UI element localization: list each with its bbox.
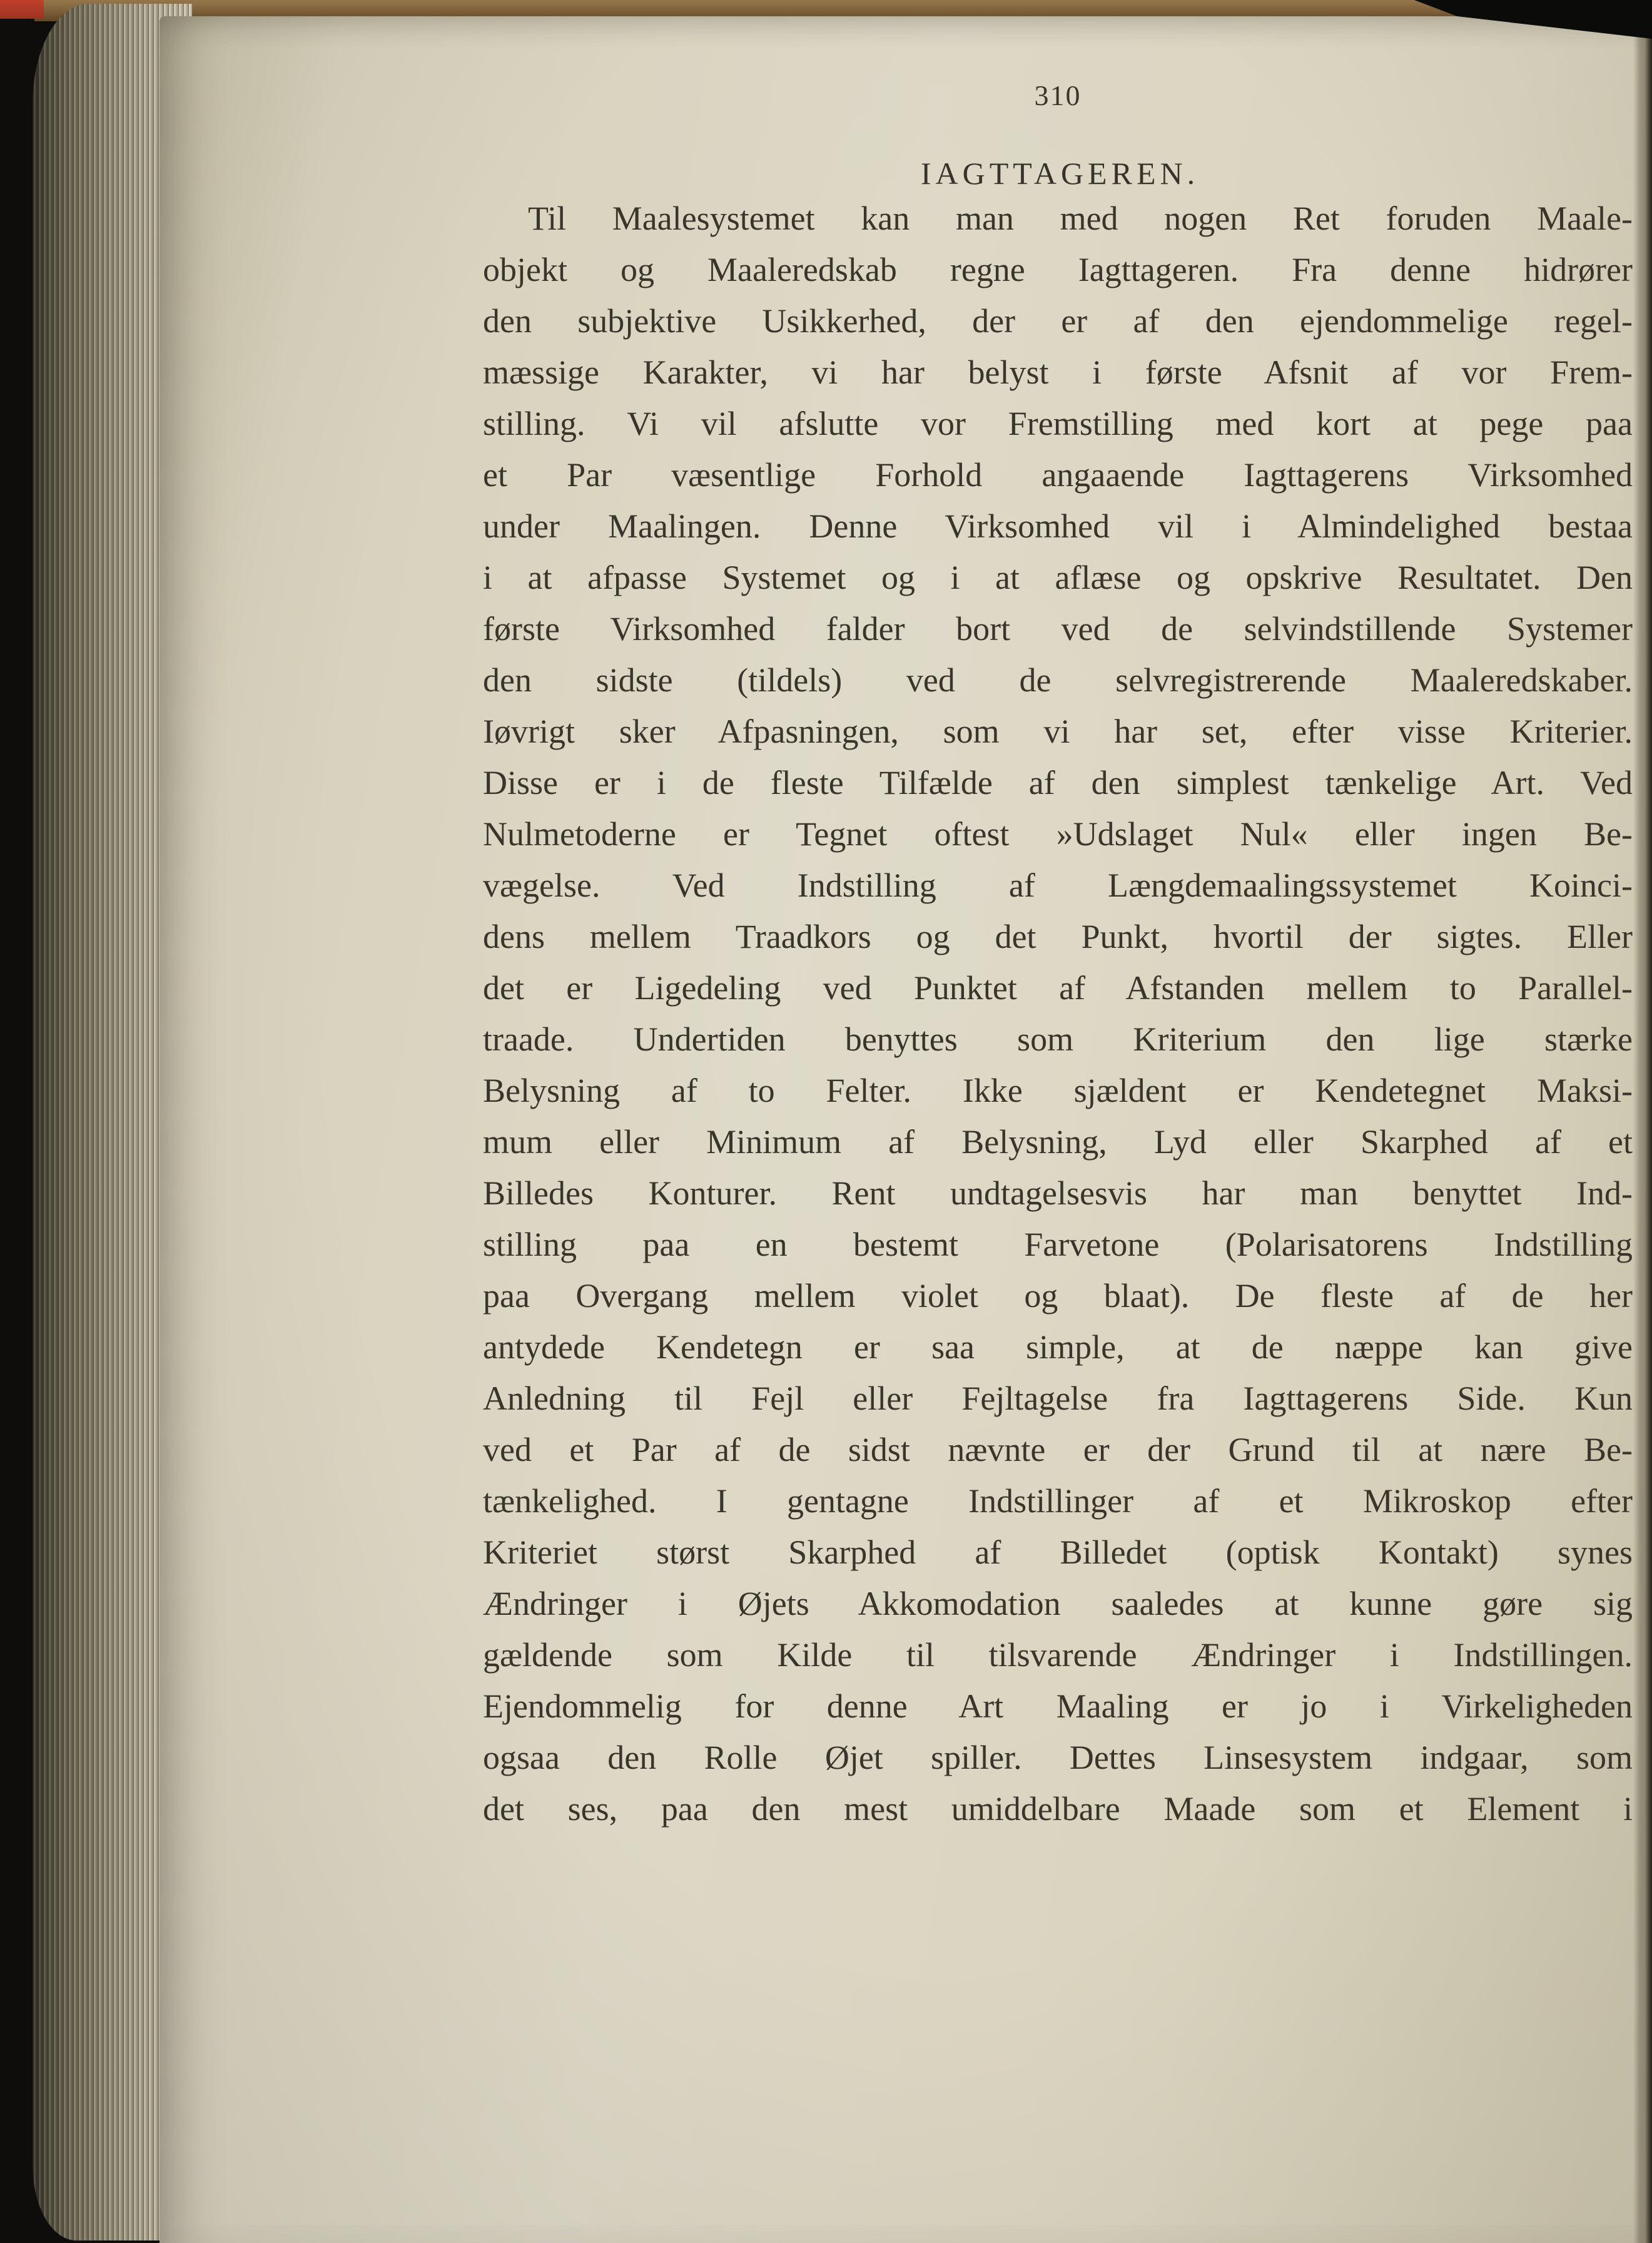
body-line: tænkelighed. I gentagne Indstillinger af et Mikroskop efter: [483, 1482, 1633, 1520]
body-line: Anledning til Fejl eller Fejltagelse fra Iagttagerens Side. Kun: [483, 1380, 1633, 1417]
body-line: det ses, paa den mest umiddelbare Maade som et Element i: [483, 1790, 1633, 1828]
body-line: stilling. Vi vil afslutte vor Fremstilling med kort at pege paa: [483, 405, 1633, 442]
body-line: det er Ligedeling ved Punktet af Afstanden mellem to Parallel-: [483, 969, 1633, 1007]
body-line: Til Maalesystemet kan man med nogen Ret foruden Maale-: [528, 200, 1633, 237]
body-line: traade. Undertiden benyttes som Kriterium den lige stærke: [483, 1020, 1633, 1058]
body-line: Iøvrigt sker Afpasningen, som vi har set, efter visse Kriterier.: [483, 713, 1633, 750]
book-page: [160, 16, 1652, 2243]
body-line: Kriteriet størst Skarphed af Billedet (optisk Kontakt) synes: [483, 1533, 1633, 1571]
body-line: Ændringer i Øjets Akkomodation saaledes at kunne gøre sig: [483, 1585, 1633, 1622]
body-line: Nulmetoderne er Tegnet oftest »Udslaget Nul« eller ingen Be-: [483, 815, 1633, 853]
body-line: antydede Kendetegn er saa simple, at de næppe kan give: [483, 1328, 1633, 1366]
body-text: [483, 193, 1633, 1834]
body-line: gældende som Kilde til tilsvarende Ændringer i Indstillingen.: [483, 1636, 1633, 1674]
body-line: i at afpasse Systemet og i at aflæse og opskrive Resultatet. Den: [483, 559, 1633, 596]
body-line: paa Overgang mellem violet og blaat). De fleste af de her: [483, 1277, 1633, 1315]
chapter-heading: IAGTTAGEREN.: [920, 156, 1200, 191]
body-line: et Par væsentlige Forhold angaaende Iagttagerens Virksomhed: [483, 456, 1633, 494]
body-line: stilling paa en bestemt Farvetone (Polarisatorens Indstilling: [483, 1226, 1633, 1263]
body-line: mæssige Karakter, vi har belyst i første Afsnit af vor Frem-: [483, 353, 1633, 391]
red-cover-mark: [0, 0, 44, 19]
body-line: Ejendommelig for denne Art Maaling er jo i Virkeligheden: [483, 1687, 1633, 1725]
body-line: Disse er i de fleste Tilfælde af den simplest tænkelige Art. Ved: [483, 764, 1633, 801]
body-line: ogsaa den Rolle Øjet spiller. Dettes Linsesystem indgaar, som: [483, 1739, 1633, 1776]
body-line: objekt og Maaleredskab regne Iagttageren. Fra denne hidrører: [483, 251, 1633, 288]
body-line: mum eller Minimum af Belysning, Lyd eller Skarphed af et: [483, 1123, 1633, 1161]
body-line: første Virksomhed falder bort ved de selvindstillende Systemer: [483, 610, 1633, 648]
body-line: Belysning af to Felter. Ikke sjældent er Kendetegnet Maksi-: [483, 1072, 1633, 1109]
body-line: dens mellem Traadkors og det Punkt, hvortil der sigtes. Eller: [483, 918, 1633, 955]
body-line: under Maalingen. Denne Virksomhed vil i Almindelighed bestaa: [483, 507, 1633, 545]
body-line: den subjektive Usikkerhed, der er af den ejendommelige regel-: [483, 302, 1633, 340]
page-right-edge: [1633, 0, 1652, 2243]
body-line: ved et Par af de sidst nævnte er der Grund til at nære Be-: [483, 1431, 1633, 1468]
page-number: 310: [1034, 79, 1082, 111]
body-line: Billedes Konturer. Rent undtagelsesvis har man benyttet Ind-: [483, 1174, 1633, 1212]
body-line: den sidste (tildels) ved de selvregistrerende Maaleredskaber.: [483, 661, 1633, 699]
body-line: vægelse. Ved Indstilling af Længdemaalingssystemet Koinci-: [483, 867, 1633, 904]
